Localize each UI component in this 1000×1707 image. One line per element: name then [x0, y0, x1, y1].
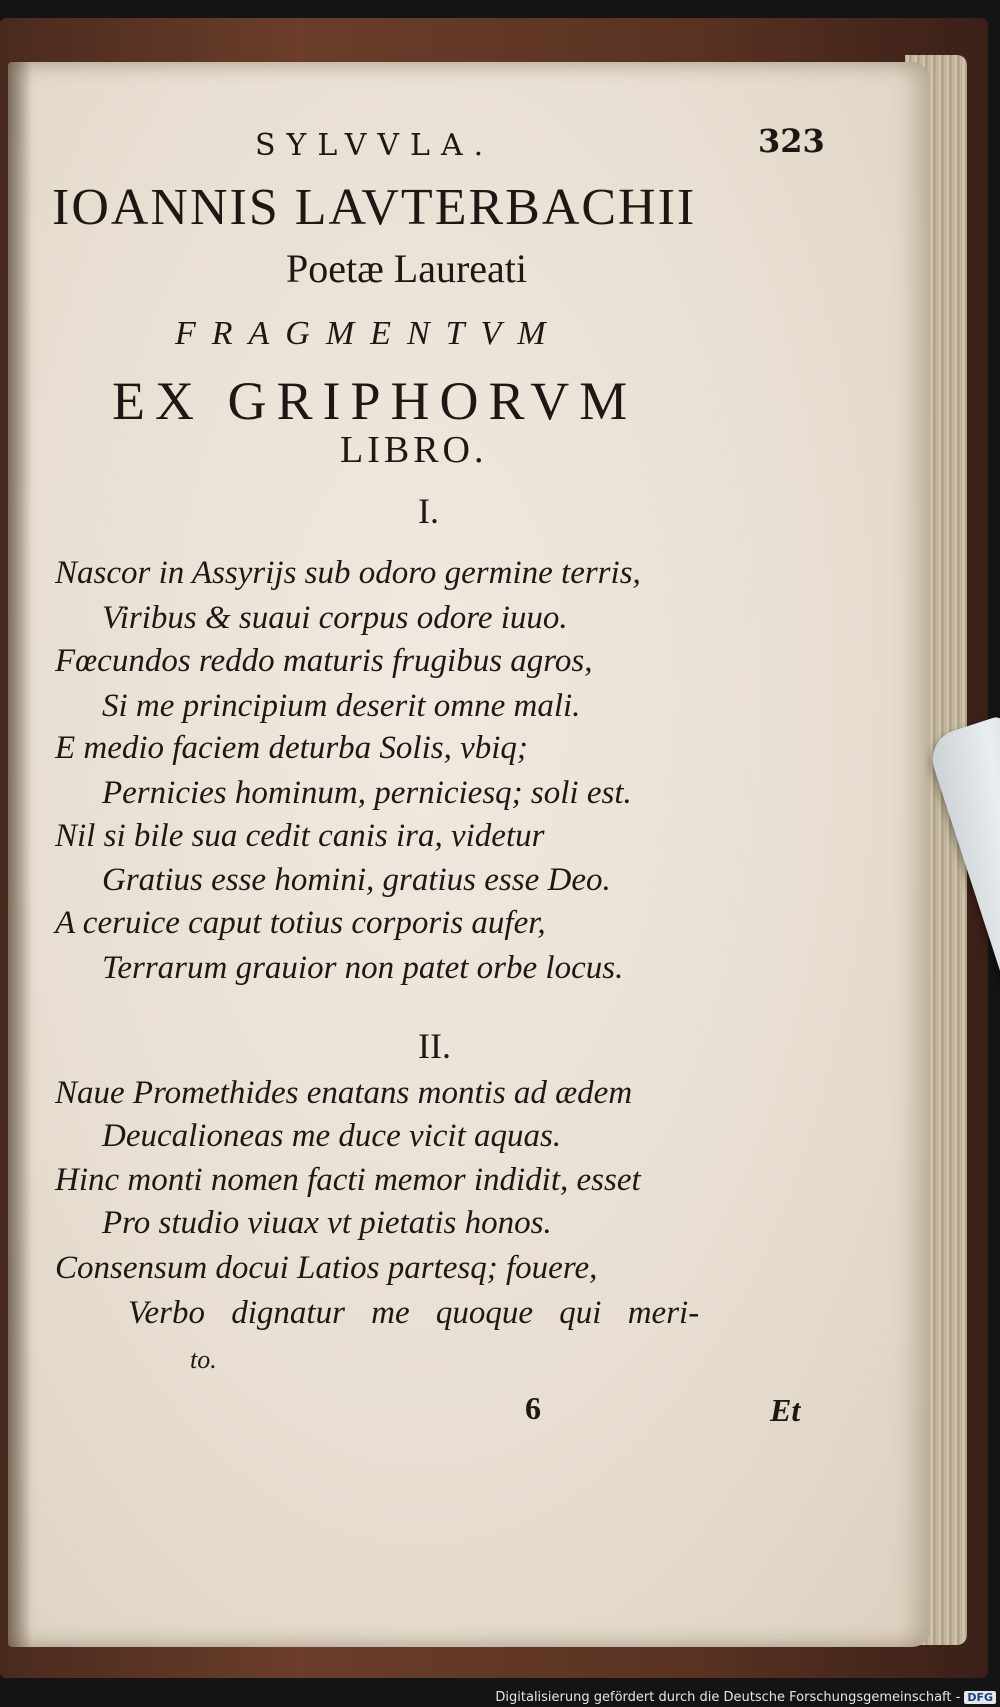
verse-line: Gratius esse homini, gratius esse Deo. [102, 862, 611, 898]
verse-line: Nil si bile sua cedit canis ira, videtur [55, 818, 545, 854]
title-author: IOANNIS LAVTERBACHII [52, 179, 697, 236]
verse-line: Consensum docui Latios partesq; fouere, [55, 1250, 598, 1286]
verse-line: to. [190, 1345, 217, 1374]
verse-line: Nascor in Assyrijs sub odoro germine terris, [55, 555, 641, 591]
digitization-credit [495, 1690, 996, 1705]
verse-line: Terrarum grauior non patet orbe locus. [102, 950, 624, 986]
verse-line: E medio faciem deturba Solis, vbiq; [55, 730, 528, 766]
running-head: SYLVVLA. [255, 128, 495, 163]
title-libro: LIBRO. [340, 429, 488, 471]
dfg-logo-icon: DFG [964, 1691, 996, 1704]
verse-line: Pro studio viuax vt pietatis honos. [102, 1205, 552, 1241]
verse-line: Viribus & suaui corpus odore iuuo. [102, 600, 568, 636]
verse-line: Deucalioneas me duce vicit aquas. [102, 1118, 562, 1154]
verse-line: A ceruice caput totius corporis aufer, [55, 905, 546, 941]
title-ex-griphorum: EX GRIPHORVM [112, 371, 638, 431]
title-subtitle: Poetæ Laureati [286, 246, 528, 291]
section-heading-2: II. [418, 1026, 451, 1066]
verse-line: Hinc monti nomen facti memor indidit, esset [55, 1162, 641, 1198]
gutter-shadow [8, 62, 32, 1647]
title-fragment: FRAGMENTVM [175, 315, 562, 352]
catchword: Et [770, 1392, 801, 1428]
verse-line: Fœcundos reddo maturis frugibus agros, [55, 643, 593, 679]
verse-line: Verbo dignatur me quoque qui meri- [128, 1295, 700, 1331]
verse-line: Naue Promethides enatans montis ad ædem [55, 1075, 633, 1111]
credit-text: Digitalisierung gefördert durch die Deutsche Forschungsgemeinschaft - [495, 1690, 961, 1705]
verse-line: Pernicies hominum, perniciesq; soli est. [102, 775, 632, 811]
verse-line: Si me principium deserit omne mali. [102, 688, 581, 724]
page-number: 323 [758, 122, 825, 160]
signature-mark: 6 [525, 1390, 551, 1426]
section-heading-1: I. [418, 491, 439, 531]
